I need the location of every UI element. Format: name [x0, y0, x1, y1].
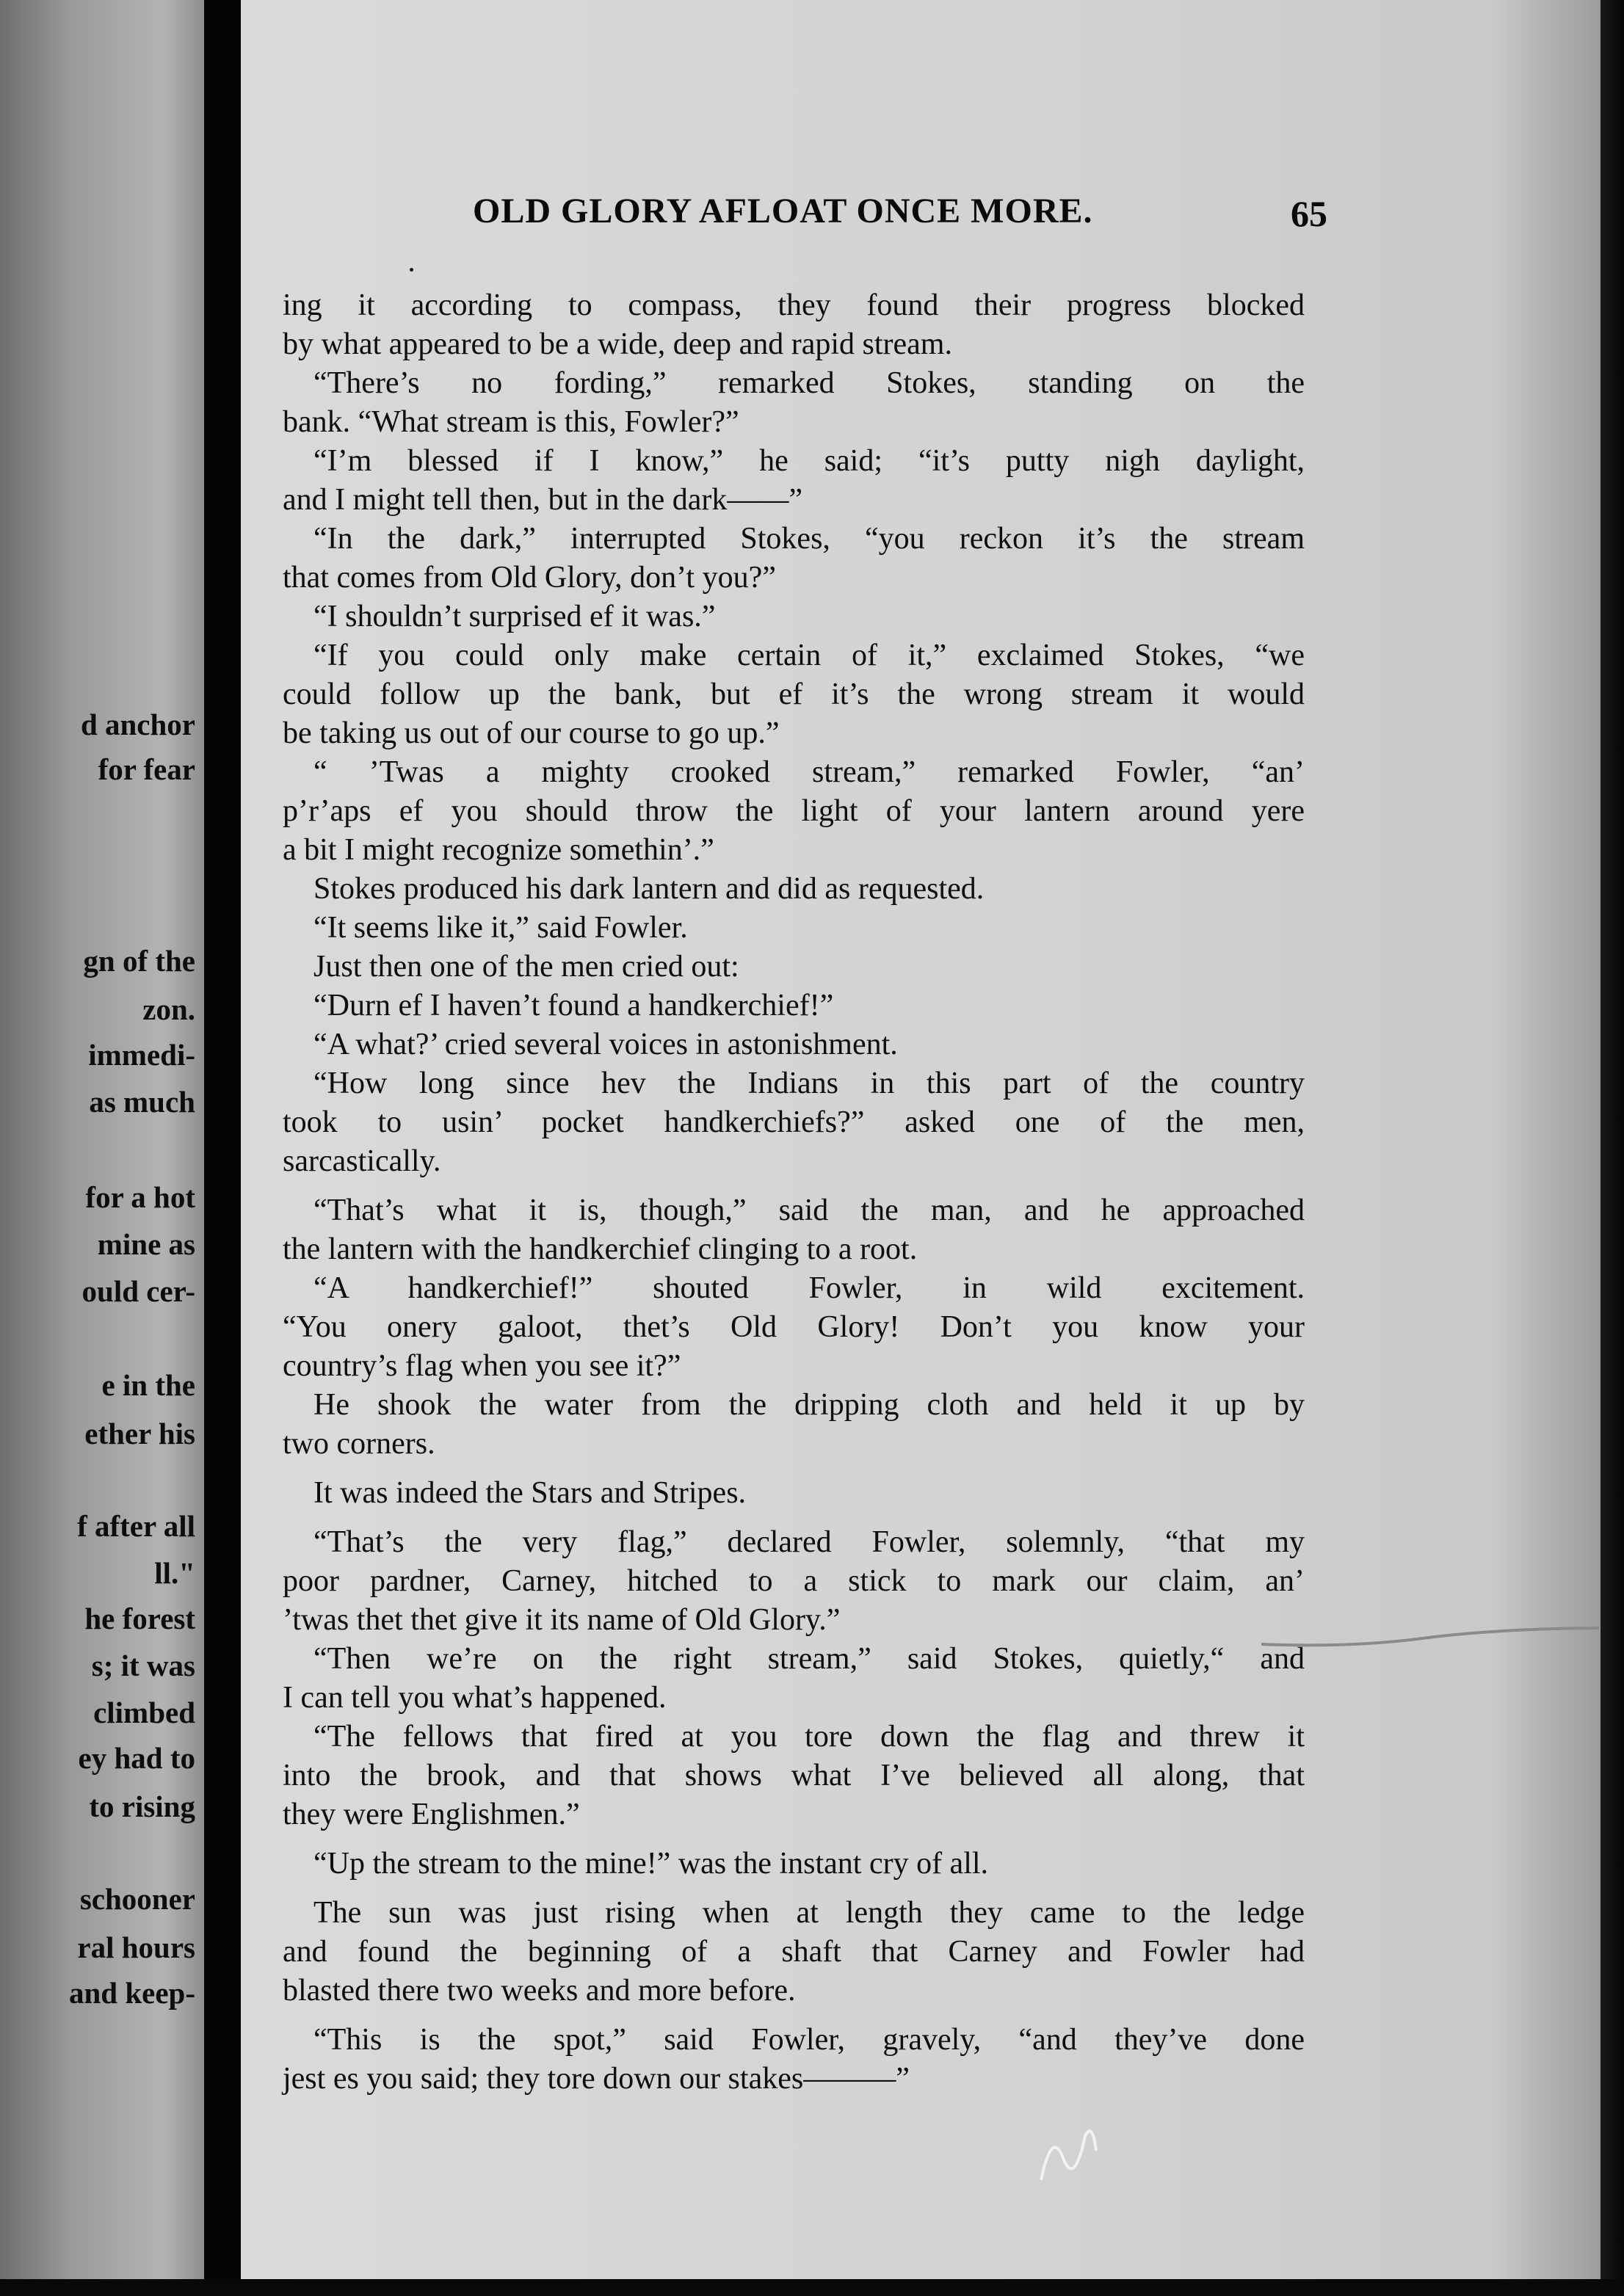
facing-page-line: ey had to [78, 1741, 195, 1775]
text-line: “Then we’re on the right stream,” said Stokes, quietly,“ and [313, 1642, 1305, 1676]
text-line: “I shouldn’t surprised ef it was.” [313, 600, 716, 633]
text-line: “That’s what it is, though,” said the man, and he approached [313, 1194, 1305, 1227]
text-line: “Durn ef I haven’t found a handkerchief!” [313, 989, 834, 1022]
facing-page-line: ether his [84, 1417, 195, 1450]
text-line: took to usin’ pocket handkerchiefs?” asked one of the men, [283, 1105, 1305, 1139]
facing-page-line: f after all [77, 1509, 195, 1543]
facing-page-line: ral hours [77, 1930, 195, 1964]
text-line: “It seems like it,” said Fowler. [313, 911, 688, 945]
facing-page-line: as much [89, 1085, 195, 1119]
text-line: “Up the stream to the mine!” was the instant cry of all. [313, 1847, 989, 1881]
facing-page-line: climbed [93, 1696, 195, 1729]
paragraph-gap [283, 1464, 1305, 1474]
facing-page-line: schooner [79, 1882, 195, 1916]
paragraph-gap [283, 1834, 1305, 1845]
text-line: “How long since hev the Indians in this part of the country [313, 1067, 1305, 1100]
text-line: that comes from Old Glory, don’t you?” [283, 561, 776, 595]
facing-page-text [0, 0, 204, 2296]
facing-page-line: gn of the [83, 944, 195, 978]
facing-page-line: d anchor [80, 708, 195, 741]
facing-page-line: zon. [142, 992, 195, 1026]
text-line: Stokes produced his dark lantern and did as requested. [313, 872, 985, 906]
page-bottom-edge [0, 2279, 1624, 2296]
paragraph-gap [283, 1181, 1305, 1191]
text-line: bank. “What stream is this, Fowler?” [283, 405, 739, 439]
text-line: and found the beginning of a shaft that Carney and Fowler had [283, 1935, 1305, 1969]
text-line: could follow up the bank, but ef it’s the wrong stream it would [283, 677, 1305, 711]
text-line: “The fellows that fired at you tore down the flag and threw it [313, 1720, 1305, 1754]
text-line: “You onery galoot, thet’s Old Glory! Don’t you know your [283, 1310, 1305, 1344]
paragraph-gap [283, 2010, 1305, 2021]
text-line: ing it according to compass, they found their progress blocked [283, 288, 1305, 322]
book-gutter [204, 0, 241, 2296]
facing-page-line: s; it was [91, 1649, 195, 1682]
text-line: “A handkerchief!” shouted Fowler, in wild excitement. [313, 1271, 1305, 1305]
facing-page-line: to rising [89, 1790, 195, 1823]
text-line: “This is the spot,” said Fowler, gravely, “and they’ve done [313, 2023, 1305, 2057]
text-line: “There’s no fording,” remarked Stokes, standing on the [313, 366, 1305, 400]
text-line: “I’m blessed if I know,” he said; “it’s putty nigh daylight, [313, 444, 1305, 478]
text-line: blasted there two weeks and more before. [283, 1974, 796, 2008]
facing-page-line: for fear [98, 752, 195, 786]
text-line: into the brook, and that shows what I’ve believed all along, that [283, 1759, 1305, 1792]
facing-page-line: e in the [101, 1368, 195, 1402]
text-line: ’twas thet thet give it its name of Old Glory.” [283, 1603, 841, 1637]
text-line: sarcastically. [283, 1144, 441, 1178]
facing-page-line: mine as [97, 1227, 195, 1261]
text-line: He shook the water from the dripping cloth and held it up by [313, 1388, 1305, 1422]
paragraph-gap [283, 1513, 1305, 1523]
text-line: country’s flag when you see it?” [283, 1349, 681, 1383]
text-line: and I might tell then, but in the dark——” [283, 483, 803, 517]
text-line: jest es you said; they tore down our stakes———” [283, 2062, 910, 2096]
facing-page-line: and keep- [68, 1976, 195, 2010]
text-line: The sun was just rising when at length they came to the ledge [313, 1896, 1305, 1930]
text-line: be taking us out of our course to go up.” [283, 716, 780, 750]
text-line: It was indeed the Stars and Stripes. [313, 1476, 747, 1510]
text-line: by what appeared to be a wide, deep and rapid stream. [283, 327, 952, 361]
text-line: p’r’aps ef you should throw the light of your lantern around yere [283, 794, 1305, 828]
text-line: the lantern with the handkerchief clinging to a root. [283, 1232, 918, 1266]
facing-page-line: for a hot [85, 1180, 195, 1214]
facing-page-edge [0, 0, 204, 2296]
text-line: “ ’Twas a mighty crooked stream,” remarked Fowler, “an’ [313, 755, 1305, 789]
book-page [241, 0, 1601, 2279]
text-line: “In the dark,” interrupted Stokes, “you reckon it’s the stream [313, 522, 1305, 556]
running-head: OLD GLORY AFLOAT ONCE MORE. [473, 192, 1093, 230]
facing-page-line: he forest [84, 1602, 195, 1635]
page-number: 65 [1291, 193, 1327, 234]
paragraph-gap [283, 1883, 1305, 1894]
dust-speck [410, 268, 413, 272]
paper-mark [1034, 2114, 1100, 2195]
text-line: Just then one of the men cried out: [313, 950, 739, 984]
page-right-edge [1601, 0, 1624, 2296]
text-line: “A what?’ cried several voices in astonishment. [313, 1028, 898, 1061]
text-line: they were Englishmen.” [283, 1798, 580, 1831]
paper-crease [1261, 1615, 1599, 1674]
text-line: a bit I might recognize somethin’.” [283, 833, 714, 867]
text-line: I can tell you what’s happened. [283, 1681, 667, 1715]
text-line: “That’s the very flag,” declared Fowler, solemnly, “that my [313, 1525, 1305, 1559]
page-body-text [283, 286, 1305, 2099]
text-line: two corners. [283, 1427, 435, 1461]
facing-page-line: ould cer- [81, 1274, 195, 1308]
facing-page-line: ll." [154, 1556, 195, 1590]
facing-page-line: immedi- [88, 1038, 195, 1072]
text-line: “If you could only make certain of it,” exclaimed Stokes, “we [313, 639, 1305, 672]
text-line: poor pardner, Carney, hitched to a stick to mark our claim, an’ [283, 1564, 1305, 1598]
